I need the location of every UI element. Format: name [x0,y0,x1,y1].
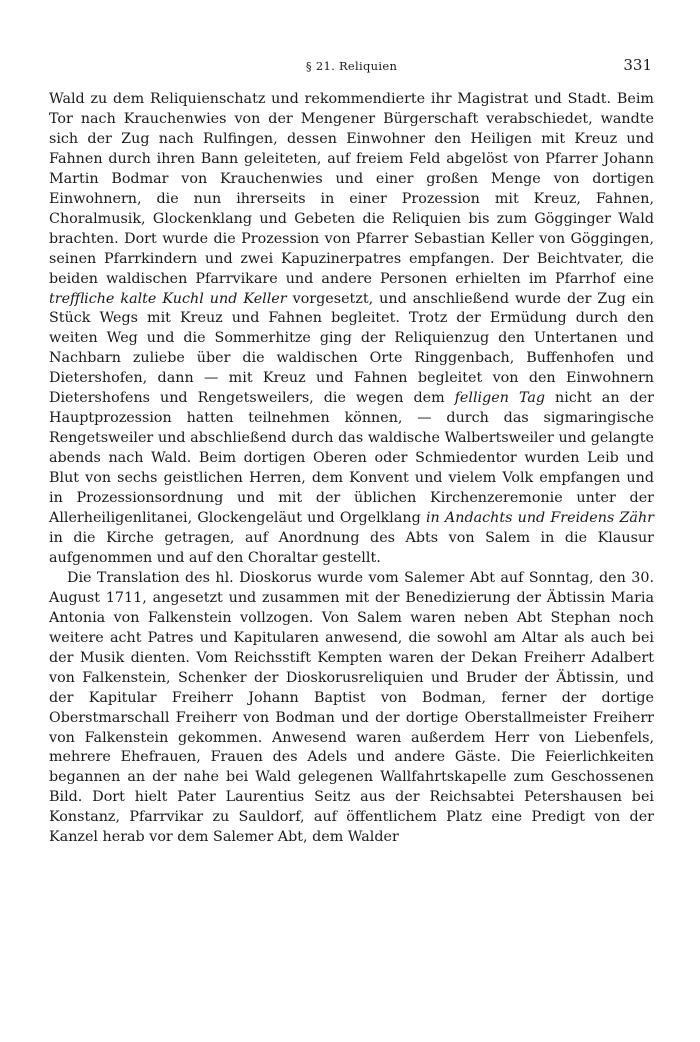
text-span: in die Kirche getragen, auf Anordnung des Abts von Salem in die Klausur aufgenommen und auf den Choraltar gestellt. [49,529,654,566]
text-span: Die Translation des hl. Dioskorus wurde vom Salemer Abt auf Sonntag, den 30. August 1711, angesetzt und zusammen mit der Benedizierung der Äbtissin Maria Antonia von Falkenstein vollzogen. Von Salem waren neben Abt Stephan noch weitere acht Patres und Kapitularen anwesend, die sowohl am Altar als auch bei der Musik dienten. Vom Reichsstift Kempten waren der Dekan Freiherr Adalbert von Falkenstein, Schenker der Dioskorusreliquien und Bruder der Äbtissin, und der Kapitular Freiherr Johann Baptist von Bodman, ferner der dortige Oberstmarschall Freiherr von Bodman und der dortige Oberstallmeister Freiherr von Falkenstein gekommen. Anwesend waren außerdem Herr von Liebenfels, mehrere Ehefrauen, Frauen des Adels und andere Gäste. Die Feierlichkeiten begannen an der nahe bei Wald gelegenen Wallfahrtskapelle zum Geschossenen Bild. Dort hielt Pater Laurentius Seitz aus der Reichsabtei Petershausen bei Konstanz, Pfarrvikar zu Sauldorf, auf öffentlichem Platz eine Predigt von der Kanzel herab vor dem Salemer Abt, dem Walder [49,569,654,846]
text-span: vorgesetzt, und anschließend wurde der Zug ein Stück Wegs mit Kreuz und Fahnen begleitet. Trotz der Ermüdung durch den weiten Weg und die Sommerhitze ging der Reliquienzug den Untertanen und Nachbarn zuliebe über die waldischen Orte Ringgenbach, Buffenhofen und Dietershofen, dann — mit Kreuz und Fahnen begleitet von den Einwohnern Dietershofens und Rengetsweilers, die wegen dem [49,290,654,407]
text-span: nicht an der Hauptprozession hatten teilnehmen können, — durch das sigmaringische Rengetsweiler und abschließend durch das waldische Walbertsweiler und gelangte abends nach Wald. Beim dortigen Oberen oder Schmiedentor wurden Leib und Blut von sechs geistlichen Herren, dem Konvent und vielem Volk empfangen und in Prozessionsordnung und mit der üblichen Kirchenzeremonie unter der Allerheiligenlitanei, Glockengeläut und Orgelklang [49,390,654,527]
section-title: § 21. Reliquien [305,59,398,73]
body-text [49,90,654,848]
italic-quote: treffliche kalte Kuchl und Keller [49,290,287,307]
page-number: 331 [623,56,652,74]
paragraph [49,90,654,569]
paragraph [49,569,654,848]
book-page [49,0,654,1042]
running-head [49,56,654,76]
text-span: Wald zu dem Reliquienschatz und rekommendierte ihr Magistrat und Stadt. Beim Tor nach Krauchenwies von der Mengener Bürgerschaft verabschiedet, wandte sich der Zug nach Rulfingen, dessen Einwohner den Heiligen mit Kreuz und Fahnen durch ihren Bann geleiteten, auf freiem Feld abgelöst von Pfarrer Johann Martin Bodmar von Krauchenwies und einer großen Menge von dortigen Einwohnern, die nun ihrerseits in einer Prozession mit Kreuz, Fahnen, Choralmusik, Glockenklang und Gebeten die Reliquien bis zum Gögginger Wald brachten. Dort wurde die Prozession von Pfarrer Sebastian Keller von Göggingen, seinen Pfarrkindern und zwei Kapuzinerpatres empfangen. Der Beichtvater, die beiden waldischen Pfarrvikare und andere Personen erhielten im Pfarrhof eine [49,91,654,287]
italic-quote: felligen Tag [454,390,546,407]
italic-quote: in Andachts und Freidens Zähr [425,510,654,527]
